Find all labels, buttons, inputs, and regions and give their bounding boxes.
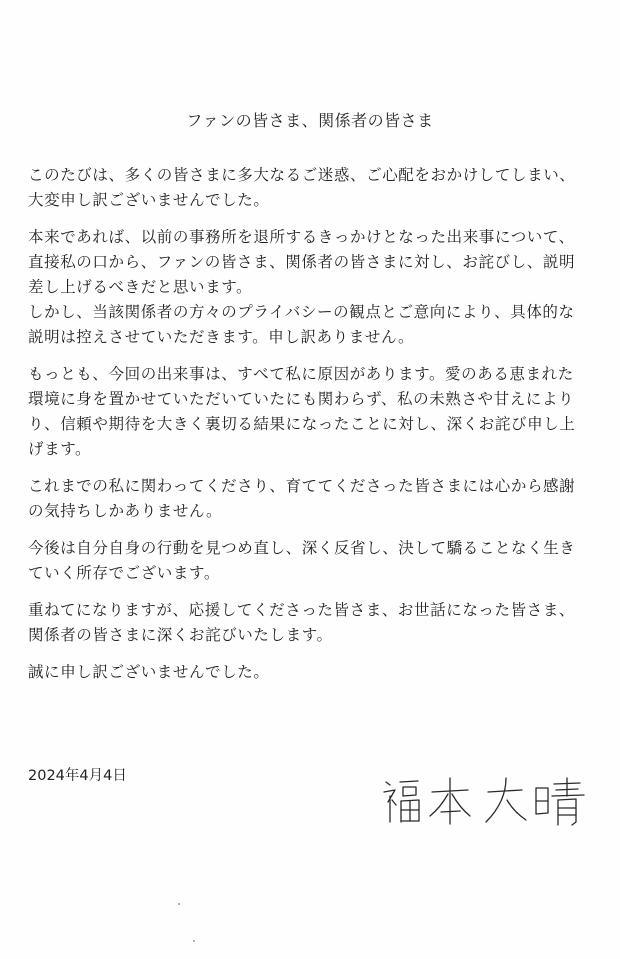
paragraph-5	[28, 536, 612, 586]
paragraph-line: の気持ちしかありません。	[28, 502, 223, 520]
paragraph-4	[28, 474, 612, 524]
signature-char-haru	[536, 778, 584, 825]
paragraph-line: 直接私の口から、ファンの皆さま、関係者の皆さまに対し、お詫びし、説明	[28, 253, 576, 271]
paragraph-line: 差し上げるべきだと思います。	[28, 278, 253, 296]
paragraph-line: しかし、当該関係者の方々のプライバシーの観点とご意向により、具体的な	[28, 303, 575, 321]
paragraph-line: ていく所存でございます。	[28, 564, 220, 582]
signature-char-moto	[430, 778, 470, 824]
handwritten-signature	[380, 770, 590, 830]
letter-body	[28, 163, 612, 697]
scan-speck	[193, 940, 195, 942]
paragraph-line: 環境に身を置かせていただいていたにも関わらず、私の未熟さや甘えにより	[28, 390, 575, 408]
paragraph-line: これまでの私に関わってくださり、育ててくださった皆さまには心から感謝	[28, 477, 576, 495]
paragraph-1	[28, 163, 612, 213]
signature-char-fuku	[384, 781, 419, 822]
paragraph-line: もっとも、今回の出来事は、すべて私に原因があります。愛のある恵まれた	[28, 365, 574, 383]
paragraph-6	[28, 598, 612, 648]
paragraph-7	[28, 660, 612, 685]
paragraph-line: このたびは、多くの皆さまに多大なるご迷惑、ご心配をおかけしてしまい、	[28, 166, 576, 184]
paragraph-line: 重ねてになりますが、応援してくださった皆さま、お世話になった皆さま、	[28, 601, 576, 619]
paragraph-2	[28, 225, 612, 350]
paragraph-line: 誠に申し訳ございませんでした。	[28, 663, 270, 681]
scan-speck	[178, 903, 180, 905]
paragraph-line: 関係者の皆さまに深くお詫びいたします。	[28, 626, 333, 644]
paragraph-line: 説明は控えさせていただきます。申し訳ありません。	[28, 328, 415, 346]
paragraph-line: 本来であれば、以前の事務所を退所するきっかけとなった出来事について、	[28, 228, 575, 246]
letter-title: ファンの皆さま、関係者の皆さま	[186, 111, 434, 130]
paragraph-3	[28, 362, 612, 462]
signature-char-dai	[486, 778, 526, 822]
letter-date: 2024年4月4日	[28, 768, 127, 784]
paragraph-line: 今後は自分自身の行動を見つめ直し、深く反省し、決して驕ることなく生き	[28, 539, 576, 557]
paragraph-line: げます。	[28, 440, 92, 458]
paragraph-line: 大変申し訳ございませんでした。	[28, 191, 270, 209]
paragraph-line: り、信頼や期待を大きく裏切る結果になったことに対し、深くお詫び申し上	[28, 415, 576, 433]
